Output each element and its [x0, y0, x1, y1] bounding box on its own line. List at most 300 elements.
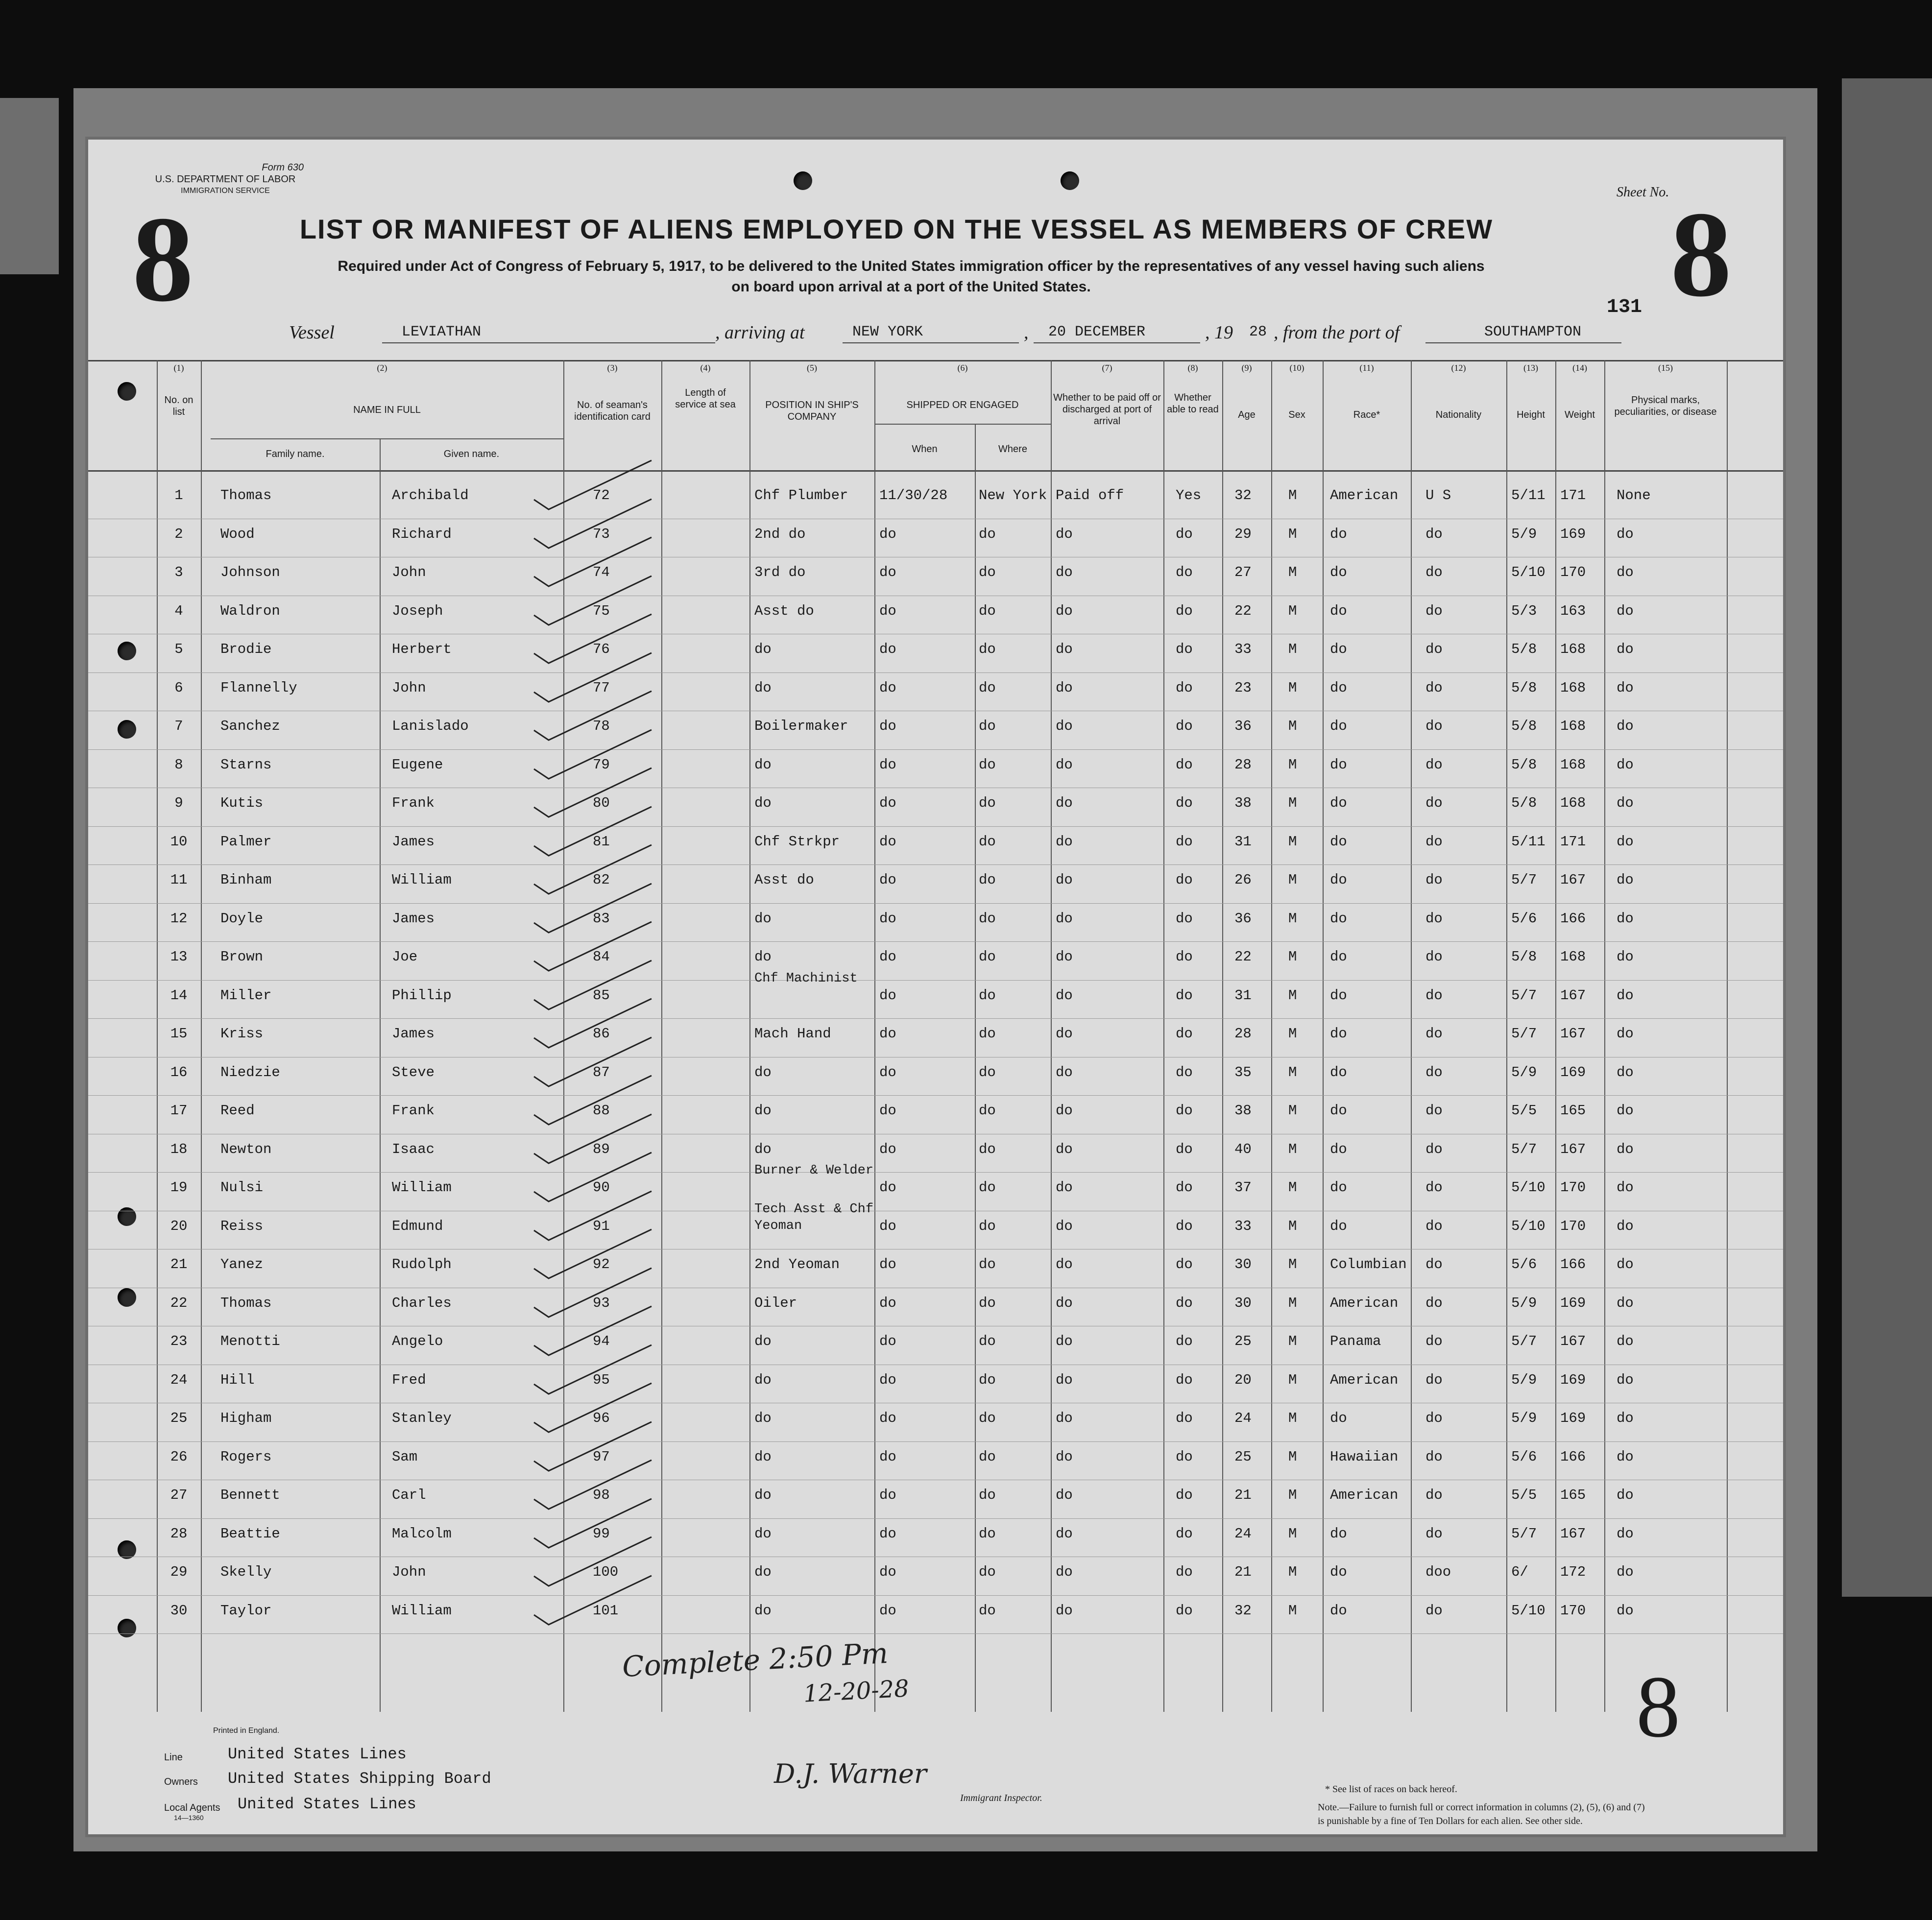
cell-card: 99	[593, 1525, 610, 1542]
header-shipped: SHIPPED OR ENGAGED	[906, 400, 1019, 410]
col-num: (10)	[1289, 363, 1304, 373]
cell-marks: do	[1617, 1333, 1634, 1349]
column-rule	[1271, 360, 1272, 1712]
row-rule	[88, 864, 1783, 865]
cell-marks: do	[1617, 602, 1634, 619]
handwritten-complete: Complete 2:50 Pm	[621, 1636, 889, 1684]
cell-when: do	[879, 1103, 896, 1119]
cell-weight: 168	[1560, 679, 1586, 696]
cell-height: 5/9	[1511, 1371, 1537, 1388]
cell-weight: 163	[1560, 602, 1586, 619]
cell-marks: do	[1617, 1448, 1634, 1465]
form-number: Form 630	[262, 162, 304, 173]
cell-paid: do	[1056, 795, 1073, 811]
cell-no: 6	[174, 679, 183, 696]
cell-height: 5/6	[1511, 1256, 1537, 1272]
cell-marks: do	[1617, 1179, 1634, 1196]
cell-sex: M	[1288, 1141, 1297, 1157]
table-top-rule	[88, 360, 1783, 361]
cell-height: 5/10	[1511, 564, 1546, 580]
cell-age: 30	[1234, 1256, 1252, 1272]
cell-where: do	[979, 1295, 996, 1311]
cell-sex: M	[1288, 1371, 1297, 1388]
cell-where: do	[979, 1487, 996, 1503]
cell-height: 5/7	[1511, 1333, 1537, 1349]
cell-sex: M	[1288, 1218, 1297, 1234]
cell-race: do	[1330, 679, 1347, 696]
cell-when: do	[879, 910, 896, 927]
row-rule	[88, 1172, 1783, 1173]
cell-card: 85	[593, 987, 610, 1004]
handwritten-date: 12-20-28	[802, 1675, 910, 1708]
cell-marks: do	[1617, 641, 1634, 657]
cell-given: Isaac	[392, 1141, 435, 1157]
cell-no: 21	[170, 1256, 188, 1272]
cell-position: 2nd Yeoman	[754, 1256, 840, 1272]
cell-paid: do	[1056, 602, 1073, 619]
cell-paid: do	[1056, 1602, 1073, 1619]
cell-nationality: do	[1425, 949, 1443, 965]
cell-read: Yes	[1176, 487, 1202, 504]
cell-read: do	[1176, 1256, 1193, 1272]
cell-family: Brown	[220, 949, 264, 965]
cell-card: 79	[593, 756, 610, 773]
cell-sex: M	[1288, 487, 1297, 504]
cell-paid: do	[1056, 1564, 1073, 1580]
cell-sex: M	[1288, 756, 1297, 773]
cell-marks: do	[1617, 1103, 1634, 1119]
cell-height: 6/	[1511, 1564, 1528, 1580]
cell-weight: 167	[1560, 1333, 1586, 1349]
cell-given: Frank	[392, 795, 435, 811]
cell-marks: do	[1617, 910, 1634, 927]
cell-card: 90	[593, 1179, 610, 1196]
cell-height: 5/3	[1511, 602, 1537, 619]
cell-sex: M	[1288, 987, 1297, 1004]
cell-race: do	[1330, 910, 1347, 927]
header-when: When	[912, 444, 938, 455]
column-rule	[1222, 360, 1223, 1712]
row-rule	[88, 826, 1783, 827]
cell-when: do	[879, 564, 896, 580]
header-no-on-list: No. on list	[164, 395, 193, 417]
cell-family: Reed	[220, 1103, 255, 1119]
cell-paid: do	[1056, 1295, 1073, 1311]
cell-nationality: do	[1425, 910, 1443, 927]
cell-weight: 170	[1560, 1179, 1586, 1196]
cell-where: do	[979, 1179, 996, 1196]
cell-marks: do	[1617, 718, 1634, 734]
cell-when: do	[879, 1487, 896, 1503]
cell-card: 91	[593, 1218, 610, 1234]
cell-sex: M	[1288, 1333, 1297, 1349]
cell-weight: 165	[1560, 1103, 1586, 1119]
column-rule	[1555, 360, 1556, 1712]
cell-age: 26	[1234, 872, 1252, 888]
cell-family: Bennett	[220, 1487, 280, 1503]
cell-race: do	[1330, 987, 1347, 1004]
cell-card: 77	[593, 679, 610, 696]
col-num: (6)	[957, 363, 968, 373]
cell-no: 14	[170, 987, 188, 1004]
cell-when: do	[879, 833, 896, 850]
cell-nationality: do	[1425, 1103, 1443, 1119]
cell-nationality: do	[1425, 602, 1443, 619]
cell-paid: do	[1056, 1256, 1073, 1272]
cell-card: 73	[593, 526, 610, 542]
cell-height: 5/9	[1511, 526, 1537, 542]
cell-card: 94	[593, 1333, 610, 1349]
cell-when: do	[879, 1295, 896, 1311]
cell-age: 38	[1234, 795, 1252, 811]
col-num: (7)	[1102, 363, 1112, 373]
cell-weight: 167	[1560, 1026, 1586, 1042]
cell-position: do	[754, 756, 772, 773]
cell-read: do	[1176, 833, 1193, 850]
cell-family: Sanchez	[220, 718, 280, 734]
cell-given: James	[392, 910, 435, 927]
cell-family: Kutis	[220, 795, 264, 811]
col-num: (13)	[1523, 363, 1538, 373]
cell-age: 28	[1234, 756, 1252, 773]
cell-position: 3rd do	[754, 564, 806, 580]
cell-race: do	[1330, 1064, 1347, 1080]
cell-race: do	[1330, 1179, 1347, 1196]
cell-nationality: do	[1425, 1141, 1443, 1157]
agents-label: Local Agents	[164, 1802, 220, 1813]
cell-no: 8	[174, 756, 183, 773]
cell-where: do	[979, 641, 996, 657]
cell-card: 75	[593, 602, 610, 619]
cell-age: 22	[1234, 602, 1252, 619]
cell-where: do	[979, 1026, 996, 1042]
cell-sex: M	[1288, 1295, 1297, 1311]
header-marks: Physical marks, peculiarities, or disease	[1614, 395, 1717, 417]
cell-card: 80	[593, 795, 610, 811]
cell-age: 21	[1234, 1487, 1252, 1503]
cell-race: do	[1330, 526, 1347, 542]
row-rule	[88, 941, 1783, 942]
row-rule	[88, 749, 1783, 750]
sheet-number-bottom: 8	[1636, 1658, 1680, 1755]
subtitle-line: on board upon arrival at a port of the United States.	[731, 279, 1091, 295]
cell-card: 83	[593, 910, 610, 927]
cell-no: 20	[170, 1218, 188, 1234]
cell-height: 5/7	[1511, 1525, 1537, 1542]
arrival-year: 28	[1249, 324, 1267, 340]
cell-position: do	[754, 1487, 772, 1503]
inspector-label: Immigrant Inspector.	[960, 1793, 1042, 1803]
cell-nationality: do	[1425, 1295, 1443, 1311]
cell-sex: M	[1288, 1064, 1297, 1080]
cell-no: 7	[174, 718, 183, 734]
cell-when: do	[879, 718, 896, 734]
cell-position: Chf Strkpr	[754, 833, 840, 850]
cell-family: Waldron	[220, 602, 280, 619]
page-title: LIST OR MANIFEST OF ALIENS EMPLOYED ON THE VESSEL AS MEMBERS OF CREW	[299, 214, 1494, 244]
cell-when: do	[879, 602, 896, 619]
cell-nationality: do	[1425, 1371, 1443, 1388]
cell-given: Edmund	[392, 1218, 443, 1234]
cell-read: do	[1176, 1448, 1193, 1465]
cell-given: William	[392, 1602, 452, 1619]
header-where: Where	[998, 444, 1027, 455]
cell-no: 17	[170, 1103, 188, 1119]
cell-weight: 167	[1560, 1525, 1586, 1542]
header-age: Age	[1238, 409, 1256, 420]
cell-given: James	[392, 1026, 435, 1042]
cell-marks: do	[1617, 1141, 1634, 1157]
cell-card: 74	[593, 564, 610, 580]
cell-where: do	[979, 1218, 996, 1234]
cell-no: 4	[174, 602, 183, 619]
cell-when: do	[879, 641, 896, 657]
cell-race: do	[1330, 756, 1347, 773]
cell-when: do	[879, 1602, 896, 1619]
cell-no: 16	[170, 1064, 188, 1080]
underline	[1034, 342, 1200, 343]
cell-race: Panama	[1330, 1333, 1381, 1349]
cell-where: do	[979, 602, 996, 619]
cell-given: Frank	[392, 1103, 435, 1119]
cell-no: 27	[170, 1487, 188, 1503]
col-num: (3)	[607, 363, 618, 373]
cell-read: do	[1176, 756, 1193, 773]
cell-given: Sam	[392, 1448, 418, 1465]
cell-race: do	[1330, 1410, 1347, 1426]
cell-age: 23	[1234, 679, 1252, 696]
col-num: (14)	[1572, 363, 1587, 373]
cell-read: do	[1176, 526, 1193, 542]
cell-sex: M	[1288, 910, 1297, 927]
cell-where: do	[979, 949, 996, 965]
col-num: (5)	[807, 363, 817, 373]
col-num: (12)	[1451, 363, 1466, 373]
cell-position: do	[754, 949, 772, 965]
cell-card: 87	[593, 1064, 610, 1080]
cell-weight: 168	[1560, 718, 1586, 734]
header-name-in-full: NAME IN FULL	[353, 405, 421, 415]
cell-marks: do	[1617, 756, 1634, 773]
cell-marks: do	[1617, 1602, 1634, 1619]
cell-given: Rudolph	[392, 1256, 452, 1272]
cell-paid: do	[1056, 1333, 1073, 1349]
cell-age: 36	[1234, 718, 1252, 734]
cell-position: do	[754, 1064, 772, 1080]
cell-weight: 170	[1560, 564, 1586, 580]
cell-height: 5/5	[1511, 1103, 1537, 1119]
cell-no: 25	[170, 1410, 188, 1426]
cell-age: 30	[1234, 1295, 1252, 1311]
cell-marks: do	[1617, 1371, 1634, 1388]
cell-position: do	[754, 1525, 772, 1542]
cell-weight: 168	[1560, 949, 1586, 965]
cell-where: do	[979, 795, 996, 811]
header-paid: Whether to be paid off or discharged at port of arrival	[1053, 392, 1161, 427]
cell-position: Boilermaker	[754, 718, 848, 734]
cell-marks: None	[1617, 487, 1651, 504]
cell-weight: 171	[1560, 487, 1586, 504]
cell-height: 5/8	[1511, 679, 1537, 696]
cell-sex: M	[1288, 1525, 1297, 1542]
cell-no: 3	[174, 564, 183, 580]
cell-no: 28	[170, 1525, 188, 1542]
cell-no: 11	[170, 872, 188, 888]
cell-when: do	[879, 1064, 896, 1080]
cell-where: do	[979, 1448, 996, 1465]
sheet-number-right: 8	[1670, 187, 1732, 322]
cell-read: do	[1176, 1295, 1193, 1311]
cell-where: do	[979, 1141, 996, 1157]
header-race: Race*	[1353, 409, 1380, 420]
column-rule	[1051, 360, 1052, 1712]
cell-when: do	[879, 1525, 896, 1542]
cell-where: do	[979, 987, 996, 1004]
header-length-service: Length of service at sea	[675, 387, 736, 410]
cell-family: Flannelly	[220, 679, 297, 696]
cell-card: 72	[593, 487, 610, 504]
cell-marks: do	[1617, 1218, 1634, 1234]
cell-paid: do	[1056, 526, 1073, 542]
cell-position: do	[754, 1410, 772, 1426]
cell-marks: do	[1617, 679, 1634, 696]
crew-table	[88, 360, 1783, 1712]
cell-paid: Paid off	[1056, 487, 1124, 504]
cell-position: 2nd do	[754, 526, 806, 542]
cell-given: Angelo	[392, 1333, 443, 1349]
cell-position: do	[754, 795, 772, 811]
cell-weight: 167	[1560, 872, 1586, 888]
cell-race: Hawaiian	[1330, 1448, 1399, 1465]
punch-hole	[794, 171, 812, 190]
cell-when: do	[879, 1564, 896, 1580]
cell-height: 5/8	[1511, 795, 1537, 811]
cell-no: 10	[170, 833, 188, 850]
cell-no: 30	[170, 1602, 188, 1619]
cell-height: 5/11	[1511, 833, 1546, 850]
cell-when: do	[879, 1141, 896, 1157]
cell-read: do	[1176, 1103, 1193, 1119]
cell-race: American	[1330, 1487, 1399, 1503]
cell-where: do	[979, 1064, 996, 1080]
cell-paid: do	[1056, 679, 1073, 696]
cell-age: 27	[1234, 564, 1252, 580]
cell-where: do	[979, 526, 996, 542]
cell-nationality: do	[1425, 1256, 1443, 1272]
cell-sex: M	[1288, 949, 1297, 965]
cell-read: do	[1176, 602, 1193, 619]
background-sheet	[1842, 78, 1932, 1597]
cell-no: 9	[174, 795, 183, 811]
cell-race: do	[1330, 795, 1347, 811]
row-rule	[88, 1095, 1783, 1096]
cell-family: Miller	[220, 987, 272, 1004]
cell-paid: do	[1056, 910, 1073, 927]
cell-weight: 169	[1560, 526, 1586, 542]
cell-read: do	[1176, 679, 1193, 696]
cell-given: John	[392, 679, 426, 696]
page-subtitle	[309, 256, 1514, 297]
cell-weight: 167	[1560, 987, 1586, 1004]
cell-card: 78	[593, 718, 610, 734]
cell-height: 5/7	[1511, 1026, 1537, 1042]
column-rule	[201, 360, 202, 1712]
cell-card: 76	[593, 641, 610, 657]
cell-read: do	[1176, 949, 1193, 965]
cell-marks: do	[1617, 987, 1634, 1004]
cell-family: Rogers	[220, 1448, 272, 1465]
cell-when: do	[879, 1371, 896, 1388]
cell-nationality: do	[1425, 987, 1443, 1004]
owners-value: United States Shipping Board	[228, 1770, 491, 1788]
cell-family: Hill	[220, 1371, 255, 1388]
cell-age: 32	[1234, 1602, 1252, 1619]
cell-given: Eugene	[392, 756, 443, 773]
penalty-note-1: Note.—Failure to furnish full or correct information in columns (2), (5), (6) and (7)	[1318, 1802, 1645, 1813]
cell-paid: do	[1056, 564, 1073, 580]
cell-paid: do	[1056, 1525, 1073, 1542]
cell-sex: M	[1288, 718, 1297, 734]
cell-paid: do	[1056, 1448, 1073, 1465]
cell-family: Brodie	[220, 641, 272, 657]
cell-nationality: do	[1425, 1448, 1443, 1465]
cell-read: do	[1176, 718, 1193, 734]
cell-no: 24	[170, 1371, 188, 1388]
cell-race: do	[1330, 1026, 1347, 1042]
cell-marks: do	[1617, 949, 1634, 965]
cell-position: do	[754, 1103, 772, 1119]
row-rule	[88, 672, 1783, 673]
departure-port: SOUTHAMPTON	[1484, 324, 1582, 340]
cell-family: Nulsi	[220, 1179, 264, 1196]
cell-paid: do	[1056, 872, 1073, 888]
column-rule	[661, 360, 662, 1712]
from-label: , from the port of	[1274, 322, 1400, 343]
cell-race: do	[1330, 1103, 1347, 1119]
cell-family: Newton	[220, 1141, 272, 1157]
cell-height: 5/11	[1511, 487, 1546, 504]
cell-sex: M	[1288, 1026, 1297, 1042]
cell-age: 33	[1234, 641, 1252, 657]
cell-no: 1	[174, 487, 183, 504]
cell-race: do	[1330, 718, 1347, 734]
cell-race: do	[1330, 1602, 1347, 1619]
cell-marks: do	[1617, 872, 1634, 888]
cell-race: do	[1330, 872, 1347, 888]
cell-read: do	[1176, 641, 1193, 657]
cell-read: do	[1176, 1064, 1193, 1080]
cell-no: 12	[170, 910, 188, 927]
cell-where: do	[979, 1371, 996, 1388]
cell-paid: do	[1056, 987, 1073, 1004]
cell-paid: do	[1056, 1141, 1073, 1157]
cell-marks: do	[1617, 564, 1634, 580]
arrival-port: NEW YORK	[852, 324, 923, 340]
subtitle-line: Required under Act of Congress of February 5, 1917, to be delivered to the United States immigration officer by the representatives of any vessel having such aliens	[338, 258, 1485, 274]
cell-age: 32	[1234, 487, 1252, 504]
header-bottom-rule	[88, 470, 1783, 472]
row-rule	[88, 1441, 1783, 1442]
manifest-sheet	[88, 140, 1783, 1834]
penalty-note-2: is punishable by a fine of Ten Dollars for each alien. See other side.	[1318, 1816, 1583, 1826]
cell-given: John	[392, 564, 426, 580]
cell-family: Johnson	[220, 564, 280, 580]
cell-when: do	[879, 987, 896, 1004]
cell-sex: M	[1288, 679, 1297, 696]
cell-when: do	[879, 795, 896, 811]
year-prefix: , 19	[1205, 322, 1233, 343]
cell-when: do	[879, 1179, 896, 1196]
